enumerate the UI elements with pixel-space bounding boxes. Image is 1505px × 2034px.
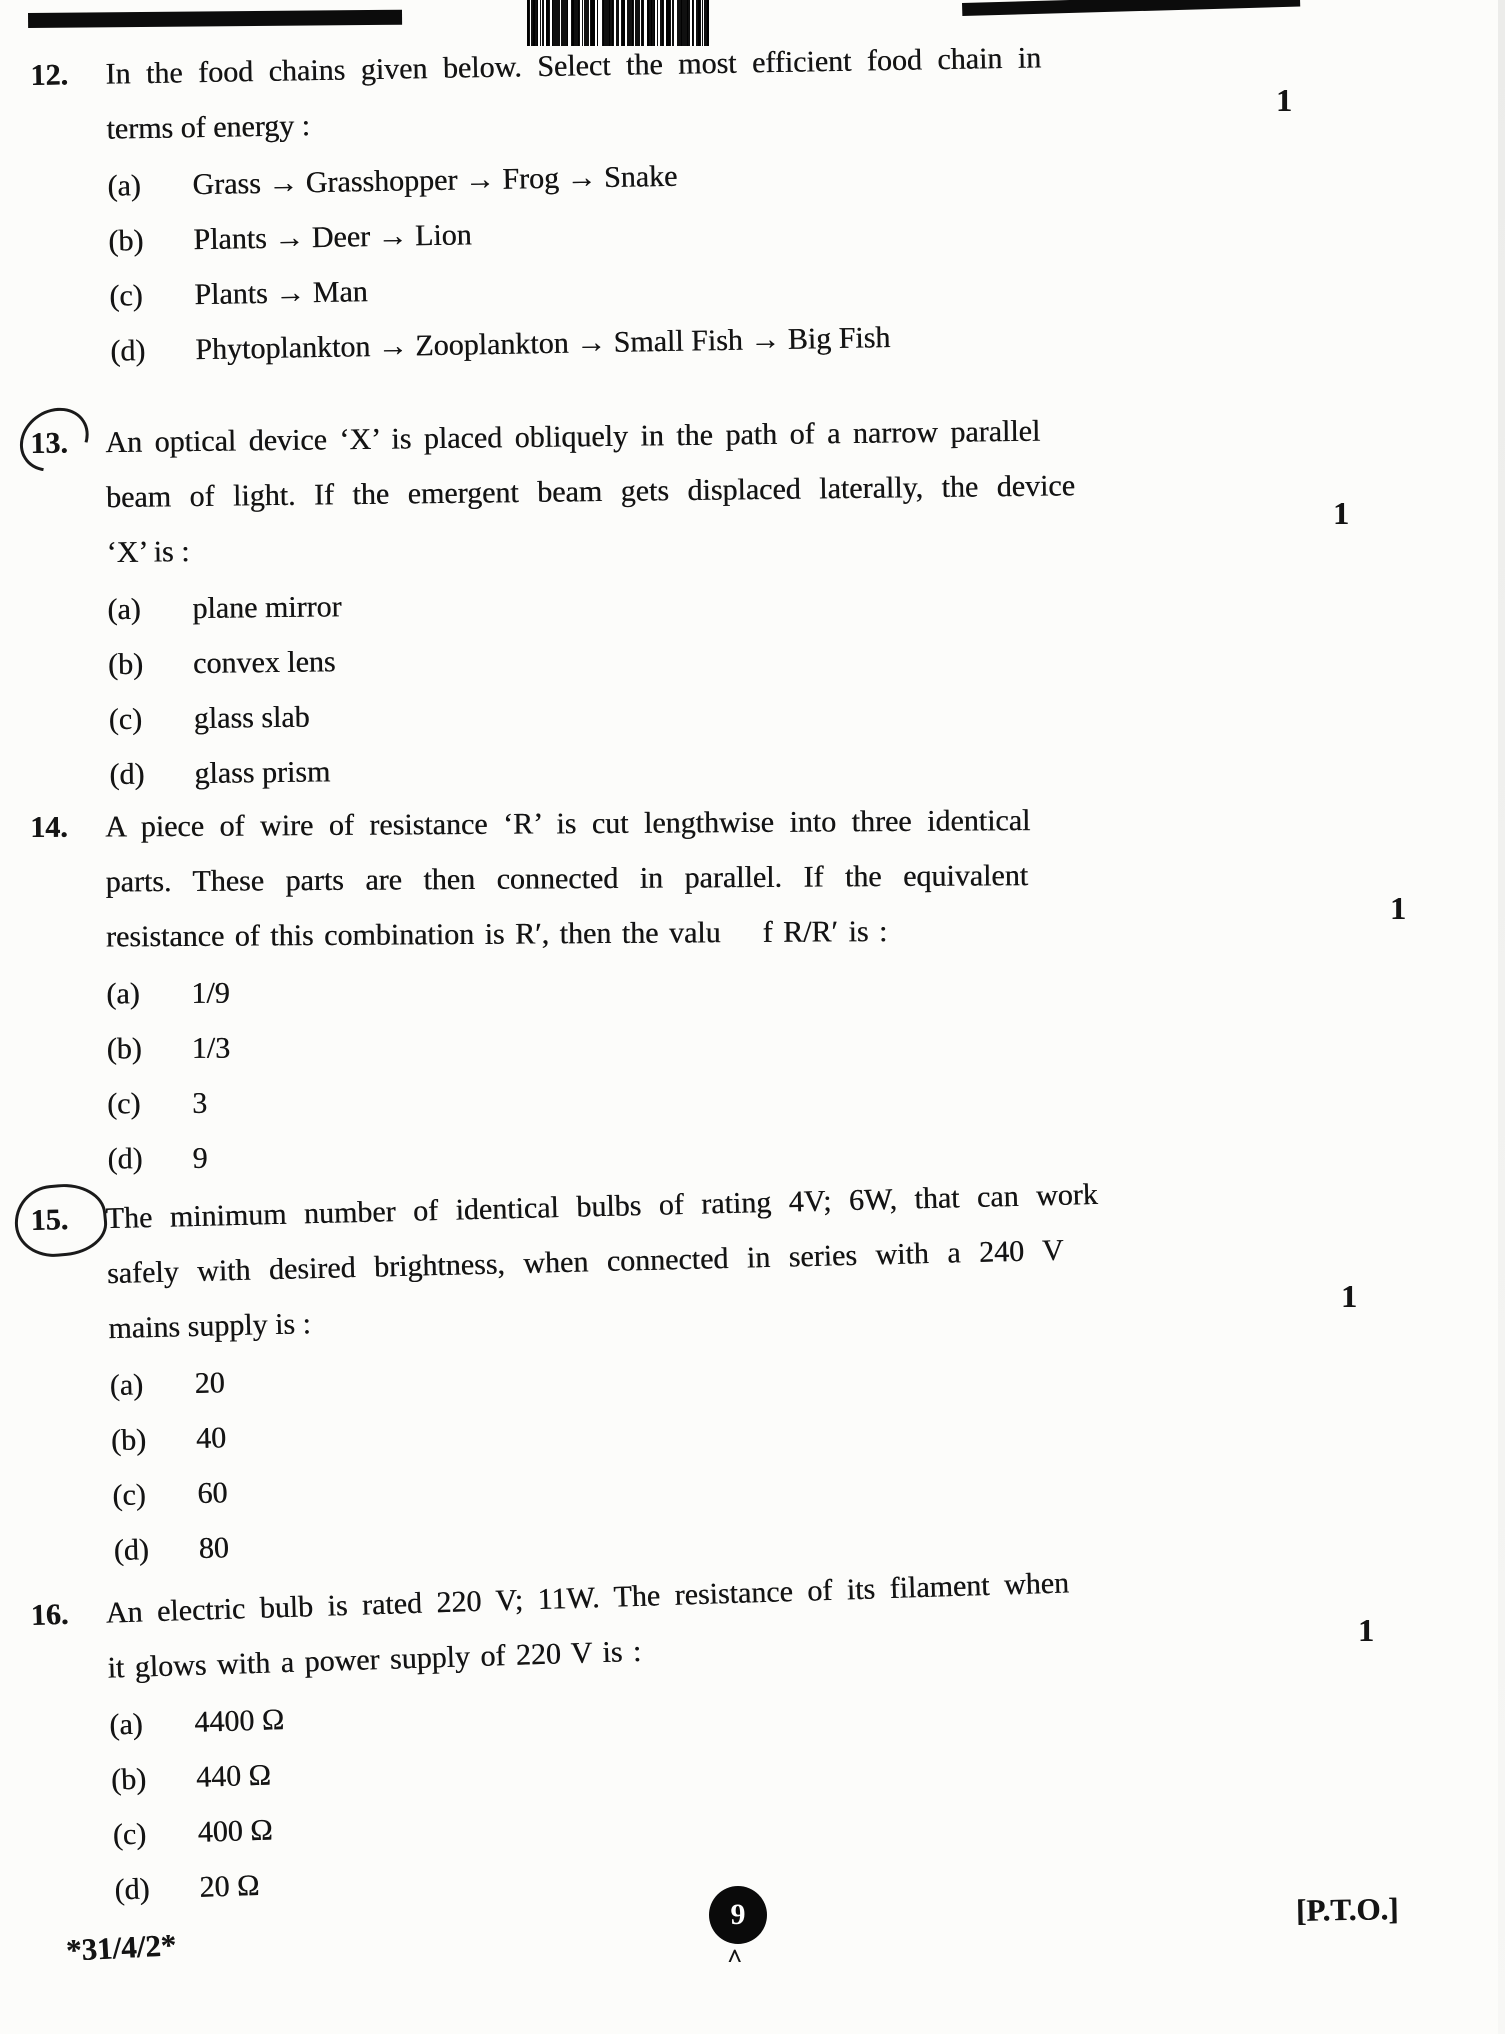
option-text: Plants → Man — [194, 275, 368, 312]
page-number-badge — [709, 1886, 767, 1944]
page-number: 9 — [730, 1898, 746, 1931]
question-line: The minimum number of identical bulbs of rating 4V; 6W, that can work — [105, 1177, 1099, 1236]
option-text: Phytoplankton → Zooplankton → Small Fish → Big Fish — [195, 321, 891, 367]
option-label: (b) — [107, 647, 144, 682]
option-text: glass prism — [194, 755, 331, 791]
option-label: (a) — [107, 592, 141, 627]
option-text: 3 — [192, 1086, 208, 1120]
option-text: Grass → Grasshopper → Frog → Snake — [192, 159, 678, 202]
pto-label: [P.T.O.] — [1295, 1891, 1399, 1928]
option-row — [107, 154, 1043, 201]
question-number: 12. — [30, 58, 69, 92]
question-line: In the food chains given below. Select the most efficient food chain in — [105, 41, 1042, 91]
option-text: 1/3 — [191, 1031, 231, 1065]
option-text: 60 — [196, 1476, 228, 1510]
question-line: ‘X’ is : — [106, 535, 190, 570]
question-line: parts. These parts are then connected in parallel. If the equivalent — [105, 859, 1029, 899]
option-text: 1/9 — [191, 976, 230, 1010]
caret-icon: ^ — [727, 1944, 743, 1973]
option-row — [109, 692, 1078, 735]
option-row — [107, 1082, 1032, 1119]
option-row — [111, 1401, 1104, 1456]
option-text: 20 Ω — [198, 1868, 260, 1904]
option-text: 4400 Ω — [193, 1703, 285, 1739]
marks-value: 1 — [1276, 82, 1292, 118]
option-label: (d) — [110, 334, 146, 368]
marks-value: 1 — [1358, 1612, 1374, 1648]
option-label: (a) — [109, 1368, 144, 1403]
option-text: 400 Ω — [197, 1813, 274, 1849]
question-line: mains supply is : — [107, 1307, 312, 1346]
question-number: 13. — [30, 426, 69, 460]
paper-code: *31/4/2* — [65, 1927, 178, 1968]
option-text: Plants → Deer → Lion — [193, 218, 472, 257]
marks-value: 1 — [1333, 495, 1349, 531]
option-label: (b) — [110, 1423, 147, 1458]
question-line: resistance of this combination is R′, then the valu f R/R′ is : — [105, 915, 888, 954]
question-line: An electric bulb is rated 220 V; 11W. The resistance of its filament when — [105, 1566, 1070, 1630]
option-text: 440 Ω — [195, 1758, 272, 1794]
scan-bar-right — [962, 0, 1300, 16]
option-row — [106, 972, 1031, 1009]
option-row — [107, 582, 1076, 625]
option-text: plane mirror — [192, 590, 342, 626]
option-row — [108, 209, 1044, 256]
question-number: 15. — [30, 1203, 69, 1237]
circle-annotation — [30, 1192, 69, 1248]
option-label: (c) — [112, 1478, 147, 1513]
option-label: (c) — [109, 279, 143, 313]
option-row — [109, 264, 1045, 311]
option-row — [107, 1027, 1032, 1064]
question-15 — [30, 1167, 1107, 1592]
option-label: (c) — [107, 1087, 141, 1121]
option-row — [112, 1789, 1076, 1850]
option-row — [112, 1456, 1105, 1511]
option-row — [114, 1844, 1078, 1905]
question-line: An optical device ‘X’ is placed obliquely in the path of a narrow parallel — [105, 414, 1041, 460]
option-text: glass slab — [193, 700, 310, 736]
option-label: (a) — [108, 1707, 144, 1742]
option-row — [107, 1137, 1032, 1174]
option-label: (d) — [109, 757, 145, 792]
option-label: (c) — [108, 702, 143, 737]
question-line: terms of energy : — [106, 109, 311, 146]
question-number: 16. — [30, 1597, 69, 1632]
option-label: (b) — [106, 1032, 142, 1066]
option-label: (a) — [106, 977, 140, 1011]
option-label: (d) — [107, 1142, 143, 1176]
option-row — [108, 637, 1077, 680]
marks-value: 1 — [1390, 890, 1406, 926]
question-16 — [30, 1555, 1079, 1931]
question-12 — [30, 30, 1047, 392]
option-label: (c) — [112, 1817, 147, 1852]
question-line: beam of light. If the emergent beam gets displaced laterally, the device — [105, 469, 1076, 515]
question-number: 14. — [30, 810, 68, 844]
option-text: 9 — [192, 1141, 208, 1175]
scan-bar-left — [28, 10, 402, 28]
question-line: it glows with a power supply of 220 V is : — [107, 1634, 642, 1685]
option-label: (b) — [108, 224, 144, 258]
option-text: 40 — [195, 1421, 227, 1456]
option-text: 80 — [198, 1531, 230, 1565]
option-row — [110, 319, 1046, 366]
option-label: (b) — [110, 1762, 147, 1797]
marks-value: 1 — [1341, 1278, 1357, 1314]
question-line: A piece of wire of resistance ‘R’ is cut lengthwise into three identical — [105, 804, 1031, 844]
option-row — [109, 747, 1078, 790]
scan-edge-shadow — [1498, 0, 1505, 2034]
question-line: safely with desired brightness, when connected in series with a 240 V — [106, 1233, 1065, 1291]
option-text: convex lens — [192, 645, 336, 681]
question-14 — [30, 793, 1033, 1199]
option-row — [113, 1511, 1106, 1566]
circle-annotation — [30, 416, 68, 471]
option-label: (d) — [113, 1533, 150, 1568]
option-row — [109, 1346, 1102, 1401]
option-row — [111, 1734, 1075, 1795]
option-label: (d) — [114, 1872, 151, 1907]
option-text: 20 — [194, 1366, 226, 1401]
question-13 — [30, 403, 1079, 815]
option-label: (a) — [107, 169, 142, 203]
